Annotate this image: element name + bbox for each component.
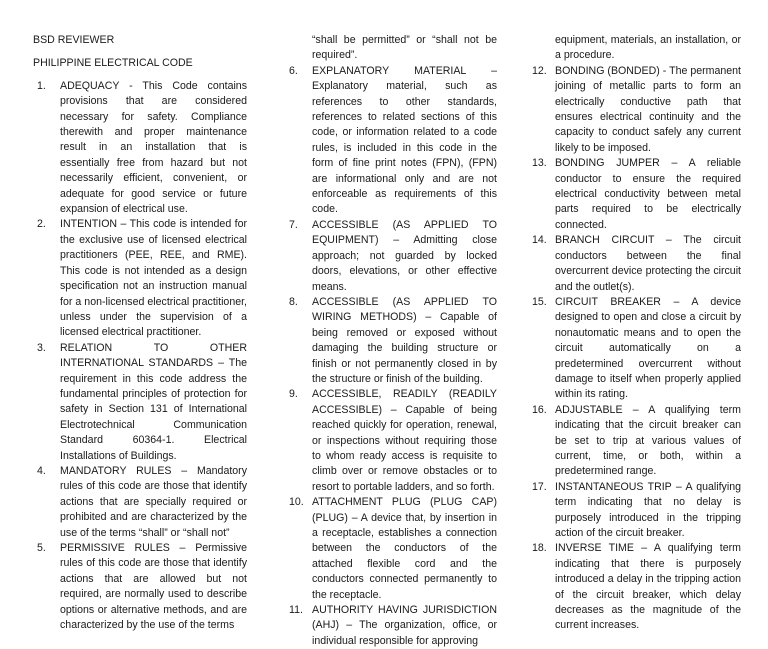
item-text: BRANCH CIRCUIT – The circuit conductors between the final overcurrent device protecting the circuit and the outlet(s). <box>555 234 741 293</box>
item-text: PERMISSIVE RULES – Permissive rules of this code are those that identify actions that are allowed but not required, are normally used to describe options or alternative methods, and are characterized by the use of the terms <box>60 542 247 632</box>
list-item <box>532 541 741 633</box>
list-item <box>532 64 741 156</box>
list-item <box>37 79 247 218</box>
list-item <box>289 295 497 387</box>
item-number: 3. <box>37 341 46 354</box>
item-number: 10. <box>289 496 304 509</box>
list-item <box>289 387 497 495</box>
item-number: 18. <box>532 542 547 555</box>
list-item <box>37 464 247 541</box>
item-number: 9. <box>289 388 298 401</box>
continuation-text: “shall be permitted” or “shall not be required”. <box>312 34 497 62</box>
item-number: 17. <box>532 480 547 493</box>
item-text: INSTANTANEOUS TRIP – A qualifying term indicating that no delay is purposely introduced in the tripping action of the circuit breaker. <box>555 480 741 539</box>
list-item <box>37 217 247 340</box>
column-2 <box>289 33 497 649</box>
list-item <box>289 64 497 218</box>
item-text: ADJUSTABLE – A qualifying term indicating that the circuit breaker can be set to trip at various values of current, time, or both, within a predetermined range. <box>555 403 741 478</box>
list-item <box>289 603 497 649</box>
item-text: ACCESSIBLE (AS APPLIED TO EQUIPMENT) – Admitting close approach; not guarded by locked doors, elevations, or other effective means. <box>312 218 497 293</box>
item-text: ATTACHMENT PLUG (PLUG CAP) (PLUG) – A device that, by insertion in a receptacle, establishes a connection between the conductors of the attached flexible cord and the conductors connected permanently to the receptacle. <box>312 496 497 601</box>
column-3 <box>532 33 741 634</box>
list-item <box>532 480 741 542</box>
item-text: CIRCUIT BREAKER – A device designed to open and close a circuit by nonautomatic means and to open the circuit automatically on a predetermined overcurrent without damage to itself when properly applied within its rating. <box>555 295 741 401</box>
item-number: 12. <box>532 64 547 77</box>
definitions-list <box>532 64 741 634</box>
item-number: 5. <box>37 542 46 554</box>
item-text: RELATION TO OTHER INTERNATIONAL STANDARDS – The requirement in this code address the fundamental principles of protection for safety in Section 131 of International Electrotechnical Communication Standard 60364-1. Electrical Installations of Buildings. <box>60 341 247 462</box>
list-item <box>37 341 247 464</box>
item-text: BONDING JUMPER – A reliable conductor to ensure the required electrical conductivity between metal parts required to be electrically connected. <box>555 157 741 231</box>
list-item <box>532 295 741 403</box>
item-number: 16. <box>532 403 547 416</box>
continuation-text: equipment, materials, an installation, or a procedure. <box>555 34 741 62</box>
item-text: BONDING (BONDED) - The permanent joining of metallic parts to form an electrically conductive path that ensures electrical continuity and the capacity to conduct safely any current likely to be imposed. <box>555 64 741 154</box>
item-text: EXPLANATORY MATERIAL – Explanatory material, such as references to other standards, references to related sections of this code, or information related to a code rules, is included in this code in the form of fine print notes (FPN), (FPN) are informational only and are not enforceable as requirements of this code. <box>312 64 497 216</box>
item-number: 4. <box>37 464 46 477</box>
item-number: 7. <box>289 218 298 231</box>
item-number: 11. <box>289 604 303 617</box>
item-text: MANDATORY RULES – Mandatory rules of this code are those that identify actions that are specially required or prohibited and are characterized by the use of the terms “shall” or “shall not” <box>60 464 247 539</box>
item-number: 1. <box>37 79 46 92</box>
item-number: 14. <box>532 234 547 247</box>
item-text: AUTHORITY HAVING JURISDICTION (AHJ) – The organization, office, or individual responsible for approving <box>312 604 497 647</box>
definitions-list <box>289 64 497 649</box>
column-1 <box>33 33 247 633</box>
item-text: ACCESSIBLE (AS APPLIED TO WIRING METHODS) – Capable of being removed or exposed without damaging the building structure or finish or not permanently closed in by the structure or finish of the building. <box>312 295 497 385</box>
list-item <box>289 495 497 603</box>
list-item <box>532 403 741 480</box>
item-number: 8. <box>289 295 298 308</box>
document-title: BSD REVIEWER <box>33 34 115 46</box>
item-number: 2. <box>37 218 46 231</box>
list-item <box>37 541 247 633</box>
list-item <box>532 156 741 233</box>
definitions-list <box>33 79 247 634</box>
item-text: ADEQUACY - This Code contains provisions that are considered necessary for safety. Compliance therewith and proper maintenance result in an installation that is essentially free from hazard but not necessarily efficient, convenient, or adequate for good service or future expansion of electrical use. <box>60 79 247 216</box>
section-title: PHILIPPINE ELECTRICAL CODE <box>33 56 193 69</box>
item-text: ACCESSIBLE, READILY (READILY ACCESSIBLE) – Capable of being reached quickly for operation, renewal, or inspections without requiring those to whom ready access is requisite to climb over or remove obstacles or to resort to portable ladders, and so forth. <box>312 388 497 493</box>
item-number: 6. <box>289 64 298 77</box>
item-number: 15. <box>532 295 547 308</box>
item-number: 13. <box>532 157 547 170</box>
item-text: INTENTION – This code is intended for the exclusive use of licensed electrical practitioners (PEE, REE, and RME). This code is not intended as a design specification not an instruction manual for a non-licensed electrical practitioner, unless under the supervision of a licensed electrical practitioner. <box>60 218 247 339</box>
list-item <box>532 233 741 295</box>
list-item <box>289 218 497 295</box>
item-text: INVERSE TIME – A qualifying term indicating that there is purposely introduced a delay in the tripping action of the circuit breaker, which delay decreases as the magnitude of the current increases. <box>555 542 741 632</box>
